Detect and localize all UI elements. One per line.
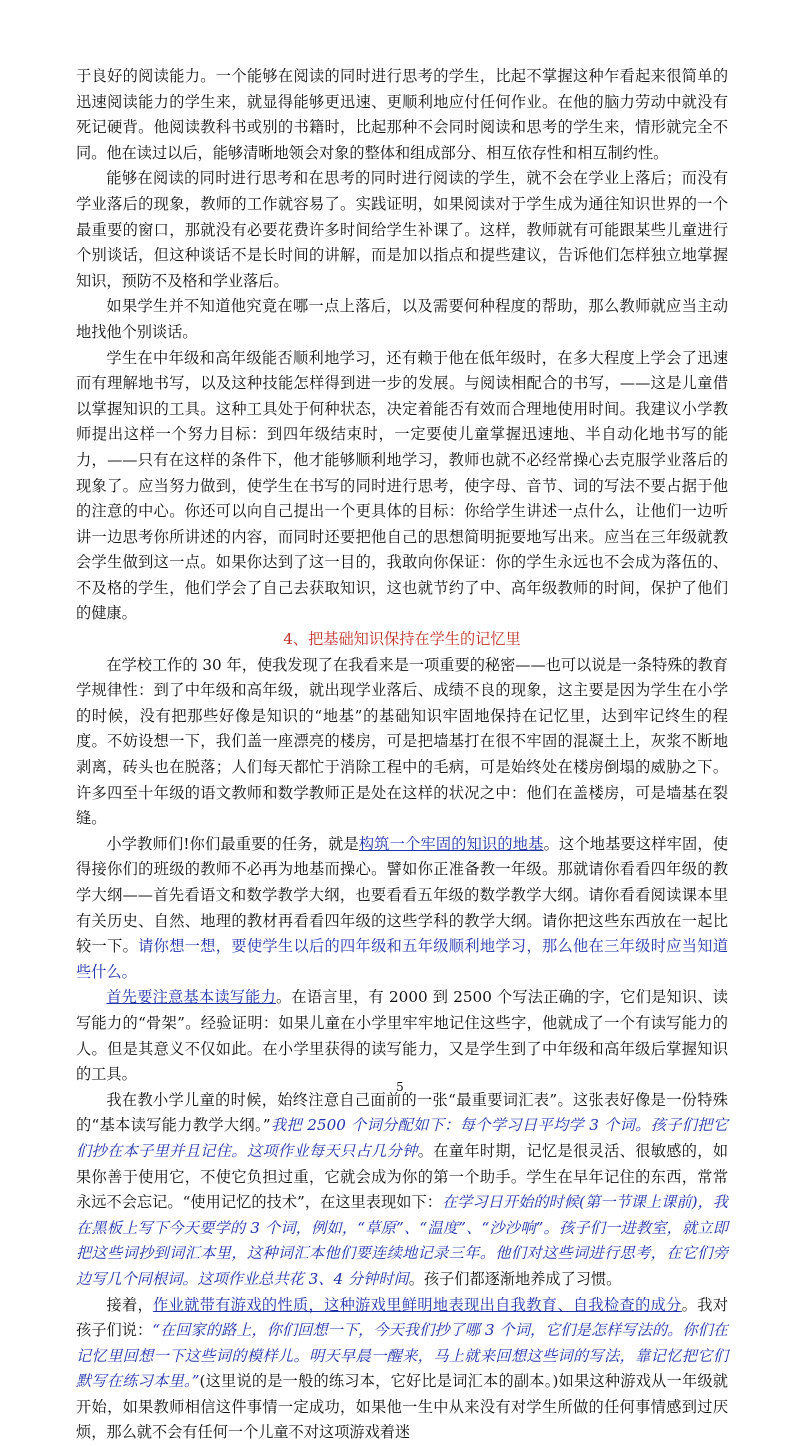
text-segment: 。这个地基要这样牢固，使得接你们的班级的教师不必再为地基而操心。譬如你正准备教一年级。那就请你看看四年级的教学大纲——首先看语文和数学教学大纲，也要看看五年级的数学教学大纲。请你看看阅读课本里有关历史、自然、地理的教材再看看四年级的这些学科的教学大纲。请你把这些东西放在一起比较一下。: [76, 835, 728, 955]
text-segment: 我在教小学儿童的时候，始终注意自己面前的一张“最重要词汇表”。这张表好像是一份特殊的“基本读写能力教学大纲。”: [76, 1091, 728, 1135]
text-segment: 在学校工作的 30 年，使我发现了在我看来是一项重要的秘密——也可以说是一条特殊的教育学规律性：到了中年级和高年级，就出现学业落后、成绩不良的现象，这主要是因为学生在小学的时候，没有把那些好像是知识的“地基”的基础知识牢固地保持在记忆里，达到牢记终生的程度。不妨设想一下，我们盖一座漂亮的楼房，可是把墙基打在很不牢固的混凝土上，灰浆不断地剥离，砖头也在脱落；人们每天都忙于消除工程中的毛病，可是始终处在楼房倒塌的威胁之下。许多四至十年级的语文教师和数学教师正是处在这样的状况之中：他们在盖楼房，可是墙基在裂缝。: [76, 656, 728, 828]
paragraph: [76, 166, 728, 294]
document-body: [76, 64, 728, 1446]
paragraphs-section-1: [76, 64, 728, 627]
paragraph: [76, 1293, 728, 1446]
text-segment: 能够在阅读的同时进行思考和在思考的同时进行阅读的学生，就不会在学业上落后；而没有学业落后的现象，教师的工作就容易了。实践证明，如果阅读对于学生成为通往知识世界的一个最重要的窗口，那就没有必要花费许多时间给学生补课了。这样，教师就有可能跟某些儿童进行个别谈话，但这种谈话不是长时间的讲解，而是加以指点和提些建议，告诉他们怎样独立地掌握知识，预防不及格和学业落后。: [76, 169, 728, 289]
paragraph: [76, 294, 728, 345]
paragraphs-section-2: [76, 653, 728, 1446]
section-heading: 4、把基础知识保持在学生的记忆里: [76, 627, 728, 653]
text-segment: 。在语言里，有 2000 到 2500 个写法正确的字，它们是知识、读写能力的“骨架”。经验证明：如果儿童在小学里牢牢地记住这些字，他就成了一个有读写能力的人。但是其意义不仅如此。在小学里获得的读写能力，又是学生到了中年级和高年级后掌握知识的工具。: [76, 988, 728, 1083]
paragraph: [76, 832, 728, 986]
text-segment: (这里说的是一般的练习本，它好比是词汇本的副本。)如果这种游戏从一年级就开始，如果教师相信这件事情一定成功，如果他一生中从来没有对学生所做的任何事情感到过厌烦，那么就不会有任何一个儿童不对这项游戏着迷: [76, 1372, 728, 1441]
text-segment: 于良好的阅读能力。一个能够在阅读的同时进行思考的学生，比起不掌握这种乍看起来很简单的迅速阅读能力的学生来，就显得能够更迅速、更顺利地应付任何作业。在他的脑力劳动中就没有死记硬背。他阅读教科书或别的书籍时，比起那种不会同时阅读和思考的学生来，情形就完全不同。他在读过以后，能够清晰地领会对象的整体和组成部分、相互依存性和相互制约性。: [76, 67, 728, 162]
paragraph: [76, 653, 728, 832]
text-segment: 请你想一想，要使学生以后的四年级和五年级顺利地学习，那么他在三年级时应当知道些什么。: [76, 937, 728, 981]
text-segment: 小学教师们!你们最重要的任务，就是: [106, 835, 359, 853]
text-segment: 接着，: [106, 1296, 153, 1314]
paragraph: [76, 346, 728, 628]
text-segment: 学生在中年级和高年级能否顺利地学习，还有赖于他在低年级时，在多大程度上学会了迅速而有理解地书写，以及这种技能怎样得到进一步的发展。与阅读相配合的书写，——这是儿童借以掌握知识的工具。这种工具处于何种状态，决定着能否有效而合理地使用时间。我建议小学教师提出这样一个努力目标：到四年级结束时，一定要使儿童掌握迅速地、半自动化地书写的能力，——只有在这样的条件下，他才能够顺利地学习，教师也就不必经常操心去克服学业落后的现象了。应当努力做到，使学生在书写的同时进行思考，使字母、音节、词的写法不要占据于他的注意的中心。你还可以向自己提出一个更具体的目标：你给学生讲述一点什么，让他们一边听讲一边思考你所讲述的内容，而同时还要把他自己的思想简明扼要地写出来。应当在三年级就教会学生做到这一点。如果你达到了这一目的，我敢向你保证：你的学生永远也不会成为落伍的、不及格的学生，他们学会了自己去获取知识，这也就节约了中、高年级教师的时间，保护了他们的健康。: [76, 349, 728, 623]
text-segment: 首先要注意基本读写能力: [106, 988, 276, 1006]
text-segment: 。我对孩子们说：: [76, 1296, 728, 1340]
paragraph: [76, 64, 728, 166]
text-segment: 如果学生并不知道他究竟在哪一点上落后，以及需要何种程度的帮助，那么教师就应当主动地找他个别谈话。: [76, 297, 728, 341]
text-segment: 。孩子们都逐渐地养成了习惯。: [409, 1270, 622, 1288]
text-segment: 在学习日开始的时候(第一节课上课前)，我在黑板上写下今天要学的 3 个词，例如，“草原”、“温度”、“沙沙响”。孩子们一进教室，就立即把这些词抄到词汇本里，这种词汇本他们要连续地记录三年。他们对这些词进行思考，在它们旁边写几个同根词。这项作业总共花 3、4 分钟时间: [76, 1193, 728, 1288]
page-number: 5: [0, 1080, 800, 1094]
text-segment: “在回家的路上，你们回想一下，今天我们抄了哪 3 个词，它们是怎样写法的。你们在记忆里回想一下这些词的模样儿。明天早晨一醒来，马上就来回想这些词的写法，靠记忆把它们默写在练习本里。”: [76, 1321, 728, 1390]
text-segment: 作业就带有游戏的性质，这种游戏里鲜明地表现出自我教育、自我检查的成分: [153, 1296, 682, 1314]
paragraph: [76, 985, 728, 1087]
paragraph: [76, 1088, 728, 1293]
text-segment: 构筑一个牢固的知识的地基: [359, 835, 544, 853]
text-segment: 。在童年时期，记忆是很灵活、很敏感的，如果你善于使用它，不使它负担过重，它就会成为你的第一个助手。学生在早年记住的东西，常常永远不会忘记。“使用记忆的技术”，在这里表现如下：: [76, 1142, 728, 1211]
text-segment: 我把 2500 个词分配如下：每个学习日平均学 3 个词。孩子们把它们抄在本子里并且记住。这项作业每天只占几分钟: [76, 1116, 728, 1160]
